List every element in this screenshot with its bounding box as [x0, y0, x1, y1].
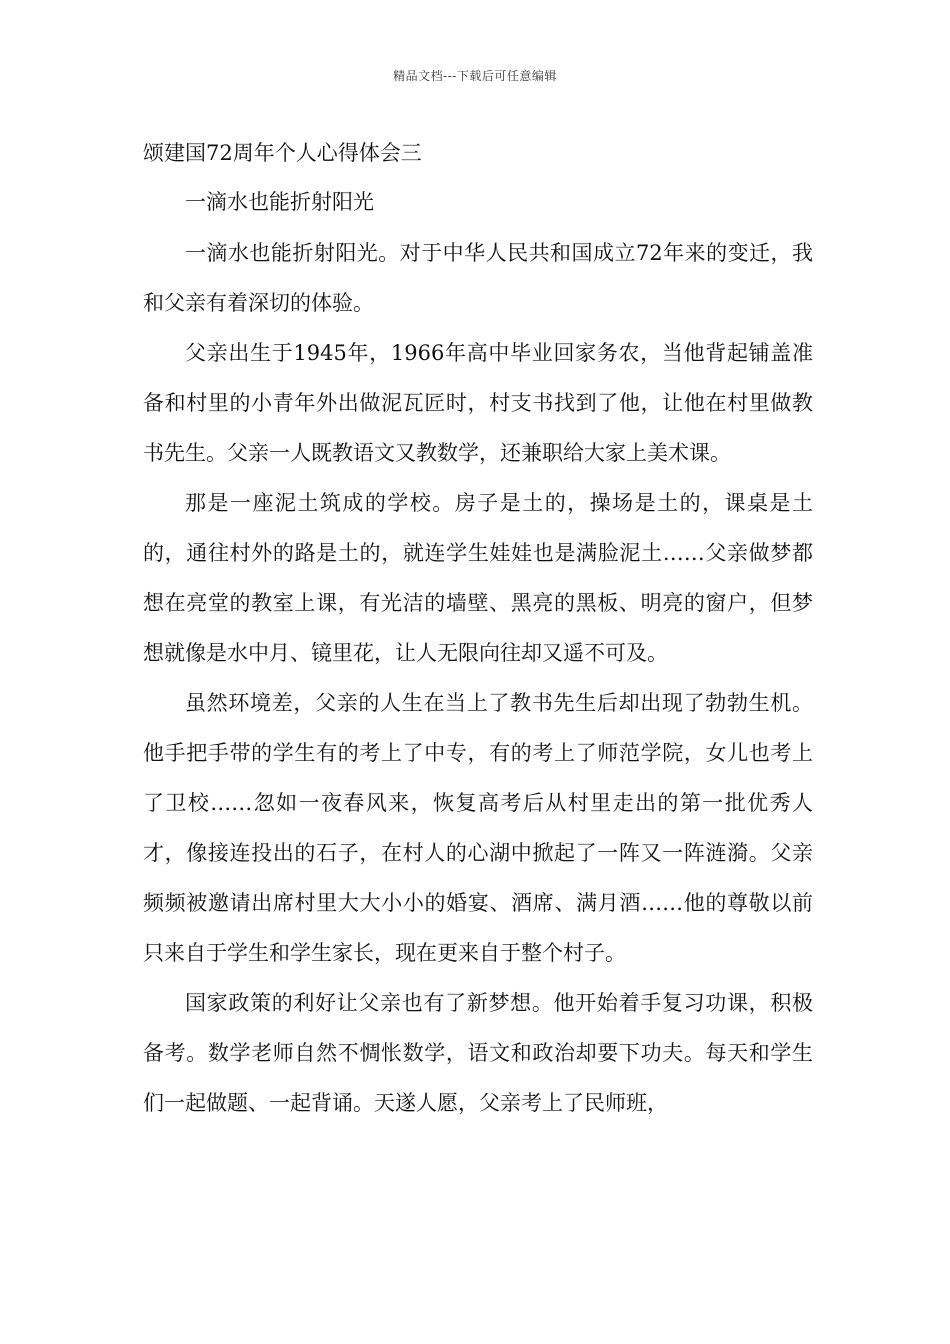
paragraph-4: 虽然环境差，父亲的人生在当上了教书先生后却出现了勃勃生机。他手把手带的学生有的考上了中专，有的考上了师范学院，女儿也考上了卫校……忽如一夜春风来，恢复高考后从村里走出的第一批优秀人才，像接连投出的石子，在村人的心湖中掀起了一阵又一阵涟漪。父亲频频被邀请出席村里大大小小的婚宴、酒席、满月酒……他的尊敬以前只来自于学生和学生家长，现在更来自于整个村子。 — [143, 691, 813, 965]
paragraph-2: 父亲出生于1945年，1966年高中毕业回家务农，当他背起铺盖准备和村里的小青年外出做泥瓦匠时，村支书找到了他，让他在村里做教书先生。父亲一人既教语文又教数学，还兼职给大家上美术课。 — [143, 341, 813, 465]
paragraph-1: 一滴水也能折射阳光。对于中华人民共和国成立72年来的变迁，我和父亲有着深切的体验。 — [143, 241, 813, 315]
document-subtitle: 一滴水也能折射阳光 — [185, 190, 374, 214]
paragraph-3: 那是一座泥土筑成的学校。房子是土的，操场是土的，课桌是土的，通往村外的路是土的，就连学生娃娃也是满脸泥土……父亲做梦都想在亮堂的教室上课，有光洁的墙壁、黑亮的黑板、明亮的窗户，但梦想就像是水中月、镜里花，让人无限向往却又遥不可及。 — [143, 491, 813, 665]
paragraph-5: 国家政策的利好让父亲也有了新梦想。他开始着手复习功课，积极备考。数学老师自然不惆怅数学，语文和政治却要下功夫。每天和学生们一起做题、一起背诵。天遂人愿，父亲考上了民师班， — [143, 991, 813, 1115]
document-body — [143, 130, 813, 1128]
page-header: 精品文档---下载后可任意编辑 — [393, 69, 557, 83]
document-title: 颂建国72周年个人心得体会三 — [143, 141, 422, 165]
